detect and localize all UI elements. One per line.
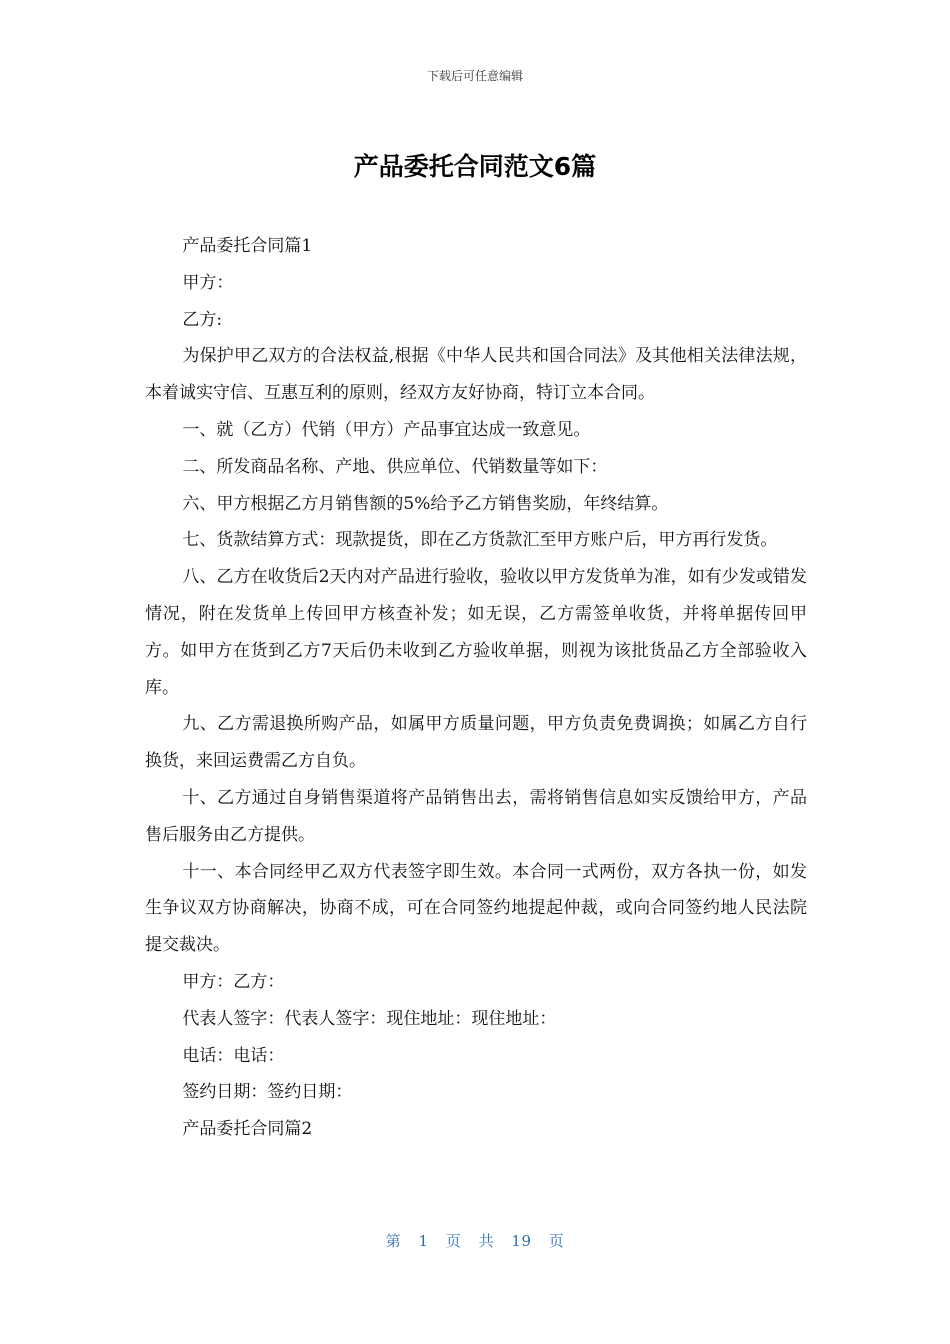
clause-1: 一、就（乙方）代销（甲方）产品事宜达成一致意见。: [182, 419, 591, 440]
signature-phone-line: 电话：电话：: [182, 1045, 285, 1066]
section-heading-1: 产品委托合同篇1: [182, 236, 313, 256]
total-pages-number: 19: [511, 1232, 532, 1250]
total-label: 共: [478, 1232, 495, 1250]
clause-6: 六、甲方根据乙方月销售额的5%给予乙方销售奖励，年终结算。: [182, 493, 669, 514]
party-b-label: 乙方:: [182, 309, 223, 330]
page-footer: [0, 1230, 950, 1251]
clause-9: 九、乙方需退换所购产品，如属甲方质量问题，甲方负责免费调换；如属乙方自行换货，来回运费需乙方自负。: [145, 714, 807, 772]
header-note: 下载后可任意编辑: [426, 69, 523, 83]
party-a-label: 甲方：: [182, 272, 234, 293]
document-title: 产品委托合同范文6篇: [353, 152, 597, 181]
clause-10: 十、乙方通过自身销售渠道将产品销售出去，需将销售信息如实反馈给甲方，产品售后服务由乙方提供。: [145, 787, 807, 845]
clause-7: 七、货款结算方式：现款提货，即在乙方货款汇至甲方账户后，甲方再行发货。: [182, 530, 778, 551]
signature-parties-line: 甲方：乙方：: [182, 971, 285, 992]
total-page-label-suffix: 页: [548, 1232, 565, 1250]
page-label-prefix: 第: [385, 1232, 402, 1250]
current-page-number: 1: [418, 1232, 429, 1250]
signature-representative-line: 代表人签字：代表人签字：现住地址：现住地址：: [182, 1008, 557, 1029]
clause-11: 十一、本合同经甲乙双方代表签字即生效。本合同一式两份，双方各执一份，如发生争议双方协商解决，协商不成，可在合同签约地提起仲裁，或向合同签约地人民法院提交裁决。: [145, 861, 807, 956]
document-body: [145, 228, 807, 1148]
signature-date-line: 签约日期：签约日期：: [182, 1082, 353, 1103]
page-label-suffix: 页: [445, 1232, 462, 1250]
clause-2: 二、所发商品名称、产地、供应单位、代销数量等如下：: [182, 456, 608, 477]
preamble-paragraph: 为保护甲乙双方的合法权益,根据《中华人民共和国合同法》及其他相关法律法规，本着诚实守信、互惠互利的原则，经双方友好协商，特订立本合同。: [145, 346, 807, 404]
clause-8: 八、乙方在收货后2天内对产品进行验收，验收以甲方发货单为准，如有少发或错发情况，附在发货单上传回甲方核查补发；如无误，乙方需签单收货，并将单据传回甲方。如甲方在货到乙方7天后仍未收到乙方验收单据，则视为该批货品乙方全部验收入库。: [145, 567, 807, 698]
section-heading-2: 产品委托合同篇2: [182, 1119, 313, 1140]
